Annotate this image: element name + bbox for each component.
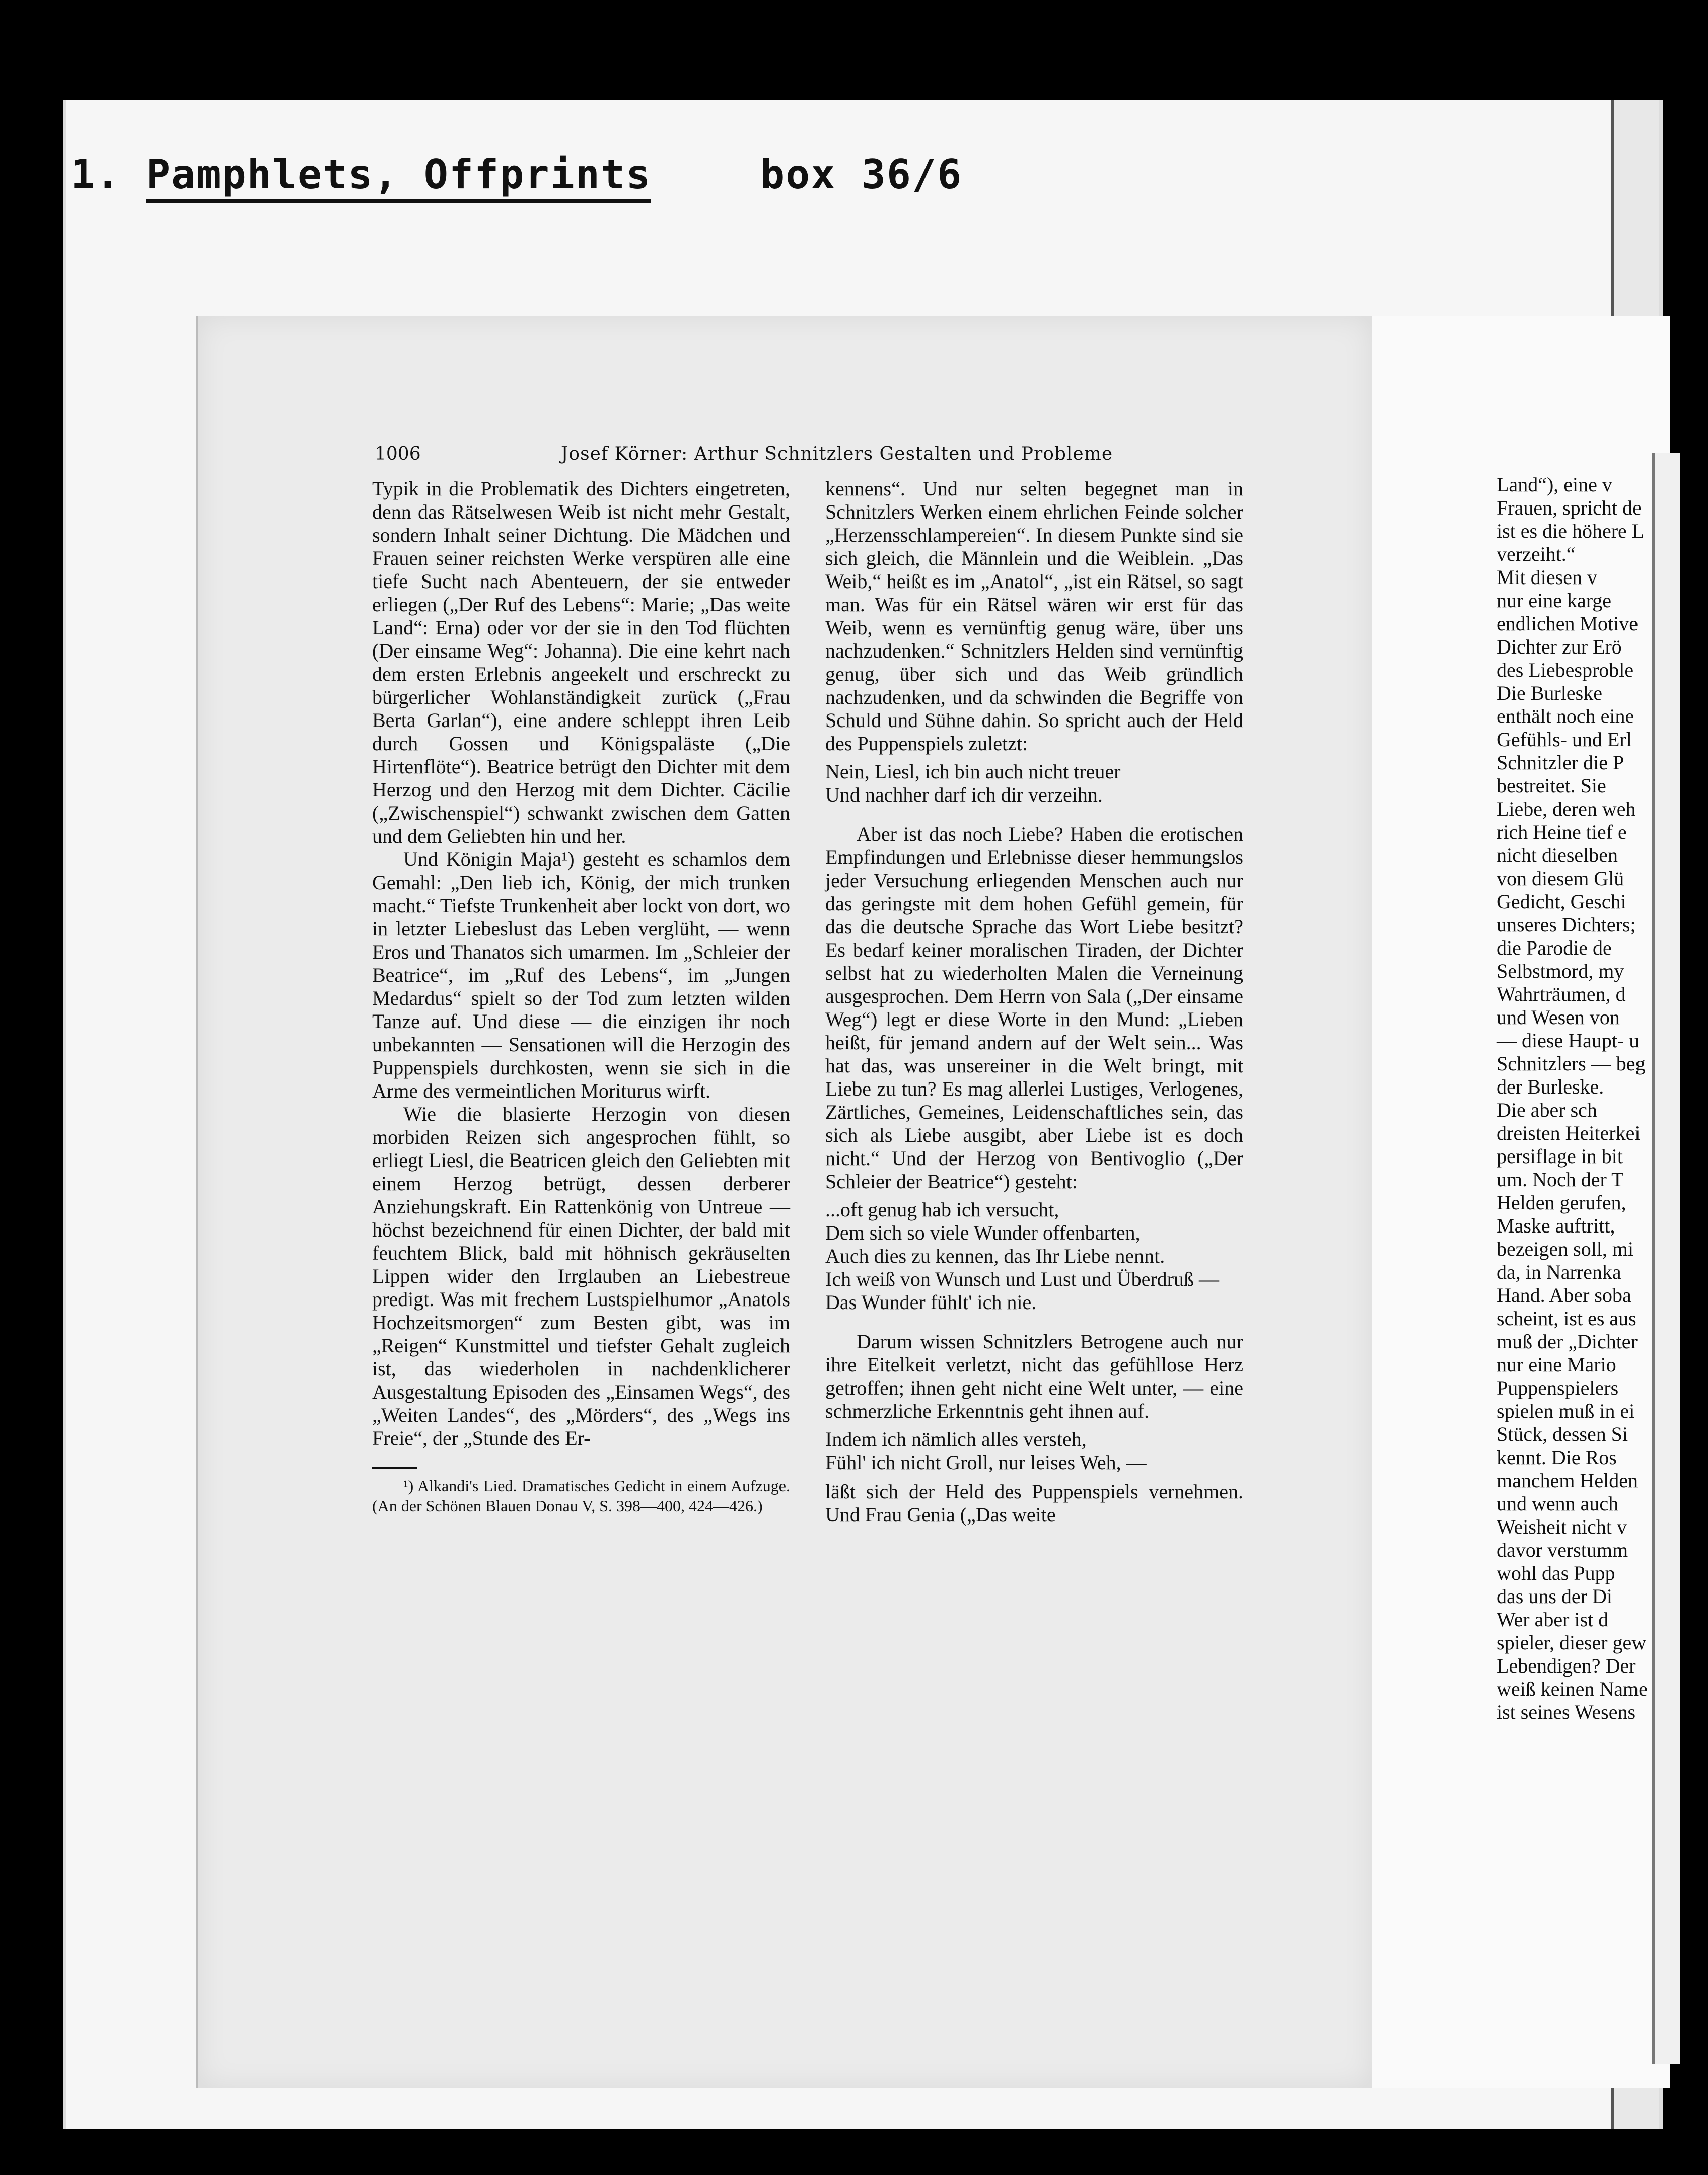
folder-label-category: Pamphlets, Offprints (146, 151, 651, 203)
running-title: Josef Körner: Arthur Schnitzlers Gestalten und Probleme (561, 444, 1113, 464)
verse-line: Und nachher darf ich dir verzeihn. (825, 783, 1103, 806)
next-page-line: spieler, dieser gew (1497, 1631, 1647, 1654)
verse-line: Ich weiß von Wunsch und Lust und Überdruß — (825, 1268, 1219, 1290)
next-page-line: kennt. Die Ros (1497, 1446, 1617, 1469)
right-column (825, 477, 1243, 1527)
next-page-line: Frauen, spricht de (1497, 496, 1642, 519)
next-page-line: Wahrträumen, d (1497, 983, 1626, 1005)
next-page-line: wohl das Pupp (1497, 1562, 1615, 1584)
next-page-line: Helden gerufen, (1497, 1191, 1626, 1214)
next-page-line: Die Burleske (1497, 682, 1602, 704)
verse-line: Indem ich nämlich alles versteh, (825, 1428, 1087, 1451)
next-page-line: Selbstmord, my (1497, 960, 1624, 982)
verse-line: Das Wunder fühlt' ich nie. (825, 1291, 1037, 1314)
next-page-line: Gedicht, Geschi (1497, 890, 1626, 913)
verse-line: Dem sich so viele Wunder offenbarten, (825, 1221, 1141, 1244)
folder-label-number: 1. (70, 151, 121, 198)
next-page-line: Dichter zur Erö (1497, 635, 1622, 658)
verse-quote-1 (825, 760, 1243, 807)
left-column (372, 477, 790, 1516)
next-page-line: nur eine Mario (1497, 1353, 1616, 1376)
right-paragraph-1: kennens“. Und nur selten begegnet man in Schnitzlers Werken einem ehrlichen Feinde solcher „Herzensschlampereien“. In diesem Punkte sind sie sich gleich, die Männlein und die Weiblein. „Das Weib,“ heißt es im „Anatol“, „ist ein Rätsel, so sagt man. Was für ein Rätsel wären wir erst für das Weib, wenn es vernünftig genug wäre, über uns nachzudenken.“ Schnitzlers Helden sind vernünftig genug, über sich und das Weib gründlich nachzudenken, und da schwinden die Begriffe von Schuld und Sühne dahin. So spricht auch der Held des Puppenspiels zuletzt: (825, 477, 1243, 755)
folder-label-box: box 36/6 (760, 151, 963, 198)
journal-page (196, 316, 1372, 2088)
next-page-line: ist seines Wesens (1497, 1701, 1636, 1723)
next-page-line: Weisheit nicht v (1497, 1515, 1627, 1538)
verse-line: Fühl' ich nicht Groll, nur leises Weh, — (825, 1451, 1147, 1474)
next-page-line: Liebe, deren weh (1497, 798, 1636, 820)
next-page-line: bezeigen soll, mi (1497, 1238, 1634, 1260)
next-page-line: die Parodie de (1497, 936, 1612, 959)
next-page-line: des Liebesproble (1497, 659, 1634, 681)
next-page-line: um. Noch der T (1497, 1168, 1624, 1191)
next-page-line: davor verstumm (1497, 1539, 1628, 1561)
next-page-line: persiflage in bit (1497, 1145, 1623, 1168)
left-paragraph-2: Und Königin Maja¹) gesteht es schamlos dem Gemahl: „Den lieb ich, König, der mich trunken macht.“ Tiefste Trunkenheit aber lockt von dort, wo in letzter Liebeslust das Leben verglüht, — wenn Eros und Thanatos sich umarmen. Im „Schleier der Beatrice“, im „Ruf des Lebens“, im „Jungen Medardus“ spielt so der Tod zum letzten wilden Tanze auf. Und diese — die einzigen ihr noch unbekannten — Sensationen will die Herzogin des Puppenspiels durchkosten, wenn sie sich in die Arme des vermeintlichen Moriturus wirft. (372, 848, 790, 1102)
verse-line: Nein, Liesl, ich bin auch nicht treuer (825, 760, 1121, 783)
next-page-line: Land“), eine v (1497, 473, 1612, 496)
next-page-line: Mit diesen v (1497, 566, 1597, 589)
next-page-line: weiß keinen Name (1497, 1678, 1648, 1700)
next-page-line: nur eine karge (1497, 589, 1612, 612)
next-page-line: das uns der Di (1497, 1585, 1612, 1608)
next-page-line: — diese Haupt- u (1497, 1029, 1640, 1052)
next-page-line: Gefühls- und Erl (1497, 728, 1632, 751)
next-page-line: nicht dieselben (1497, 844, 1618, 866)
verse-quote-3 (825, 1428, 1243, 1474)
left-paragraph-3: Wie die blasierte Herzogin von diesen morbiden Reizen sich angesprochen fühlt, so erliegt Liesl, die Beatricen gleich den Geliebten mit einem Herzog betrügt, dessen derberer Anziehungskraft. Ein Rattenkönig von Untreue — höchst bezeichnend für einen Dichter, der bald mit feuchtem Blick, bald mit höhnisch gekräuselten Lippen wider den Irrglauben an Liebestreue predigt. Was mit frechem Lustspielhumor „Anatols Hochzeitsmorgen“ zum Besten gibt, was im „Reigen“ Kunstmittel und tiefster Gehalt zugleich ist, das wiederholen in nachdenklicherer Ausgestaltung Episoden des „Einsamen Wegs“, des „Weiten Landes“, des „Mörders“, des „Wegs ins Freie“, der „Stunde des Er- (372, 1103, 790, 1449)
verse-line: Auch dies zu kennen, das Ihr Liebe nennt. (825, 1245, 1165, 1267)
next-page-line: von diesem Glü (1497, 867, 1624, 890)
next-page-line: endlichen Motive (1497, 612, 1639, 635)
right-paragraph-2: Aber ist das noch Liebe? Haben die erotischen Empfindungen und Erlebnisse dieser hemmungslos jeder Versuchung erliegenden Menschen auch nur das geringste mit dem hohen Gefühl gemein, für das die deutsche Sprache das Wort Liebe besitzt? Es bedarf keiner moralischen Tiraden, der Dichter selbst hat zu wiederholten Malen die Verneinung ausgesprochen. Dem Herrn von Sala („Der einsame Weg“) legt er diese Worte in den Mund: „Lieben heißt, für jemand andern auf der Welt sein... Was hat das, was unsereiner in die Welt bringt, mit Liebe zu tun? Es mag allerlei Lustiges, Verlogenes, Zärtliches, Gemeines, Leidenschaftliches sein, das sich als Liebe ausgibt, aber Liebe ist es doch nicht.“ Und der Herzog von Bentivoglio („Der Schleier der Beatrice“) gesteht: (825, 823, 1243, 1193)
left-paragraph-1: Typik in die Problematik des Dichters eingetreten, denn das Rätselwesen Weib ist nicht mehr Gestalt, sondern Inhalt seiner Dichtung. Die Mädchen und Frauen seiner reichsten Werke verspüren alle eine tiefe Sucht nach Abenteuern, der sie entweder erliegen („Der Ruf des Lebens“: Marie; „Das weite Land“: Erna) oder vor der sie in den Tod flüchten (Der einsame Weg“: Johanna). Die eine kehrt nach dem ersten Erlebnis angeekelt und erschreckt zu bürgerlicher Wohlanständigkeit zurück („Frau Berta Garlan“), eine andere schleppt ihren Leib durch Gossen und Königspaläste („Die Hirtenflöte“). Beatrice betrügt den Dichter mit dem Herzog und den Herzog mit dem Dichter. Cäcilie („Zwischenspiel“) schwankt zwischen dem Gatten und dem Geliebten hin und her. (372, 477, 790, 847)
next-page-line: manchem Helden (1497, 1469, 1638, 1492)
next-page-line: Schnitzler die P (1497, 751, 1624, 774)
page-number: 1006 (375, 444, 421, 464)
next-page-line: scheint, ist es aus (1497, 1307, 1636, 1330)
next-page-line: dreisten Heiterkei (1497, 1122, 1641, 1144)
verse-line: ...oft genug hab ich versucht, (825, 1198, 1059, 1221)
next-page-line: ist es die höhere L (1497, 520, 1645, 542)
next-page-line: rich Heine tief e (1497, 821, 1627, 843)
verse-quote-2 (825, 1198, 1243, 1314)
next-page-line: enthält noch eine (1497, 705, 1634, 728)
page-edge-shadow (1652, 453, 1680, 2064)
next-page-line: verzeiht.“ (1497, 543, 1576, 565)
next-page-line: Die aber sch (1497, 1099, 1597, 1121)
next-page-line: da, in Narrenka (1497, 1261, 1621, 1283)
next-page-line: Wer aber ist d (1497, 1608, 1609, 1631)
next-page-line: und Wesen von (1497, 1006, 1620, 1029)
next-page-line: Stück, dessen Si (1497, 1423, 1628, 1445)
footnote: ¹) Alkandi's Lied. Dramatisches Gedicht in einem Aufzuge. (An der Schönen Blauen Donau V, S. 398—400, 424—426.) (372, 1477, 790, 1515)
next-page-line: Puppenspielers (1497, 1376, 1619, 1399)
next-page-line: der Burleske. (1497, 1075, 1604, 1098)
right-paragraph-4: läßt sich der Held des Puppenspiels vernehmen. Und Frau Genia („Das weite (825, 1480, 1243, 1526)
next-page-line: unseres Dichters; (1497, 913, 1636, 936)
next-page-line: Hand. Aber soba (1497, 1284, 1631, 1307)
next-page-line: Maske auftritt, (1497, 1214, 1615, 1237)
footnote-rule (372, 1467, 417, 1469)
next-page-line: Schnitzlers — beg (1497, 1052, 1646, 1075)
right-paragraph-3: Darum wissen Schnitzlers Betrogene auch nur ihre Eitelkeit verletzt, nicht das gefühllose Herz getroffen; ihnen geht nicht eine Welt unter, — eine schmerzliche Erkenntnis geht ihnen auf. (825, 1330, 1243, 1422)
next-page-line: muß der „Dichter (1497, 1330, 1638, 1353)
next-page-line: und wenn auch (1497, 1492, 1619, 1515)
next-page-line: bestreitet. Sie (1497, 774, 1606, 797)
next-page-line: spielen muß in ei (1497, 1400, 1635, 1422)
next-page-line: Lebendigen? Der (1497, 1654, 1636, 1677)
